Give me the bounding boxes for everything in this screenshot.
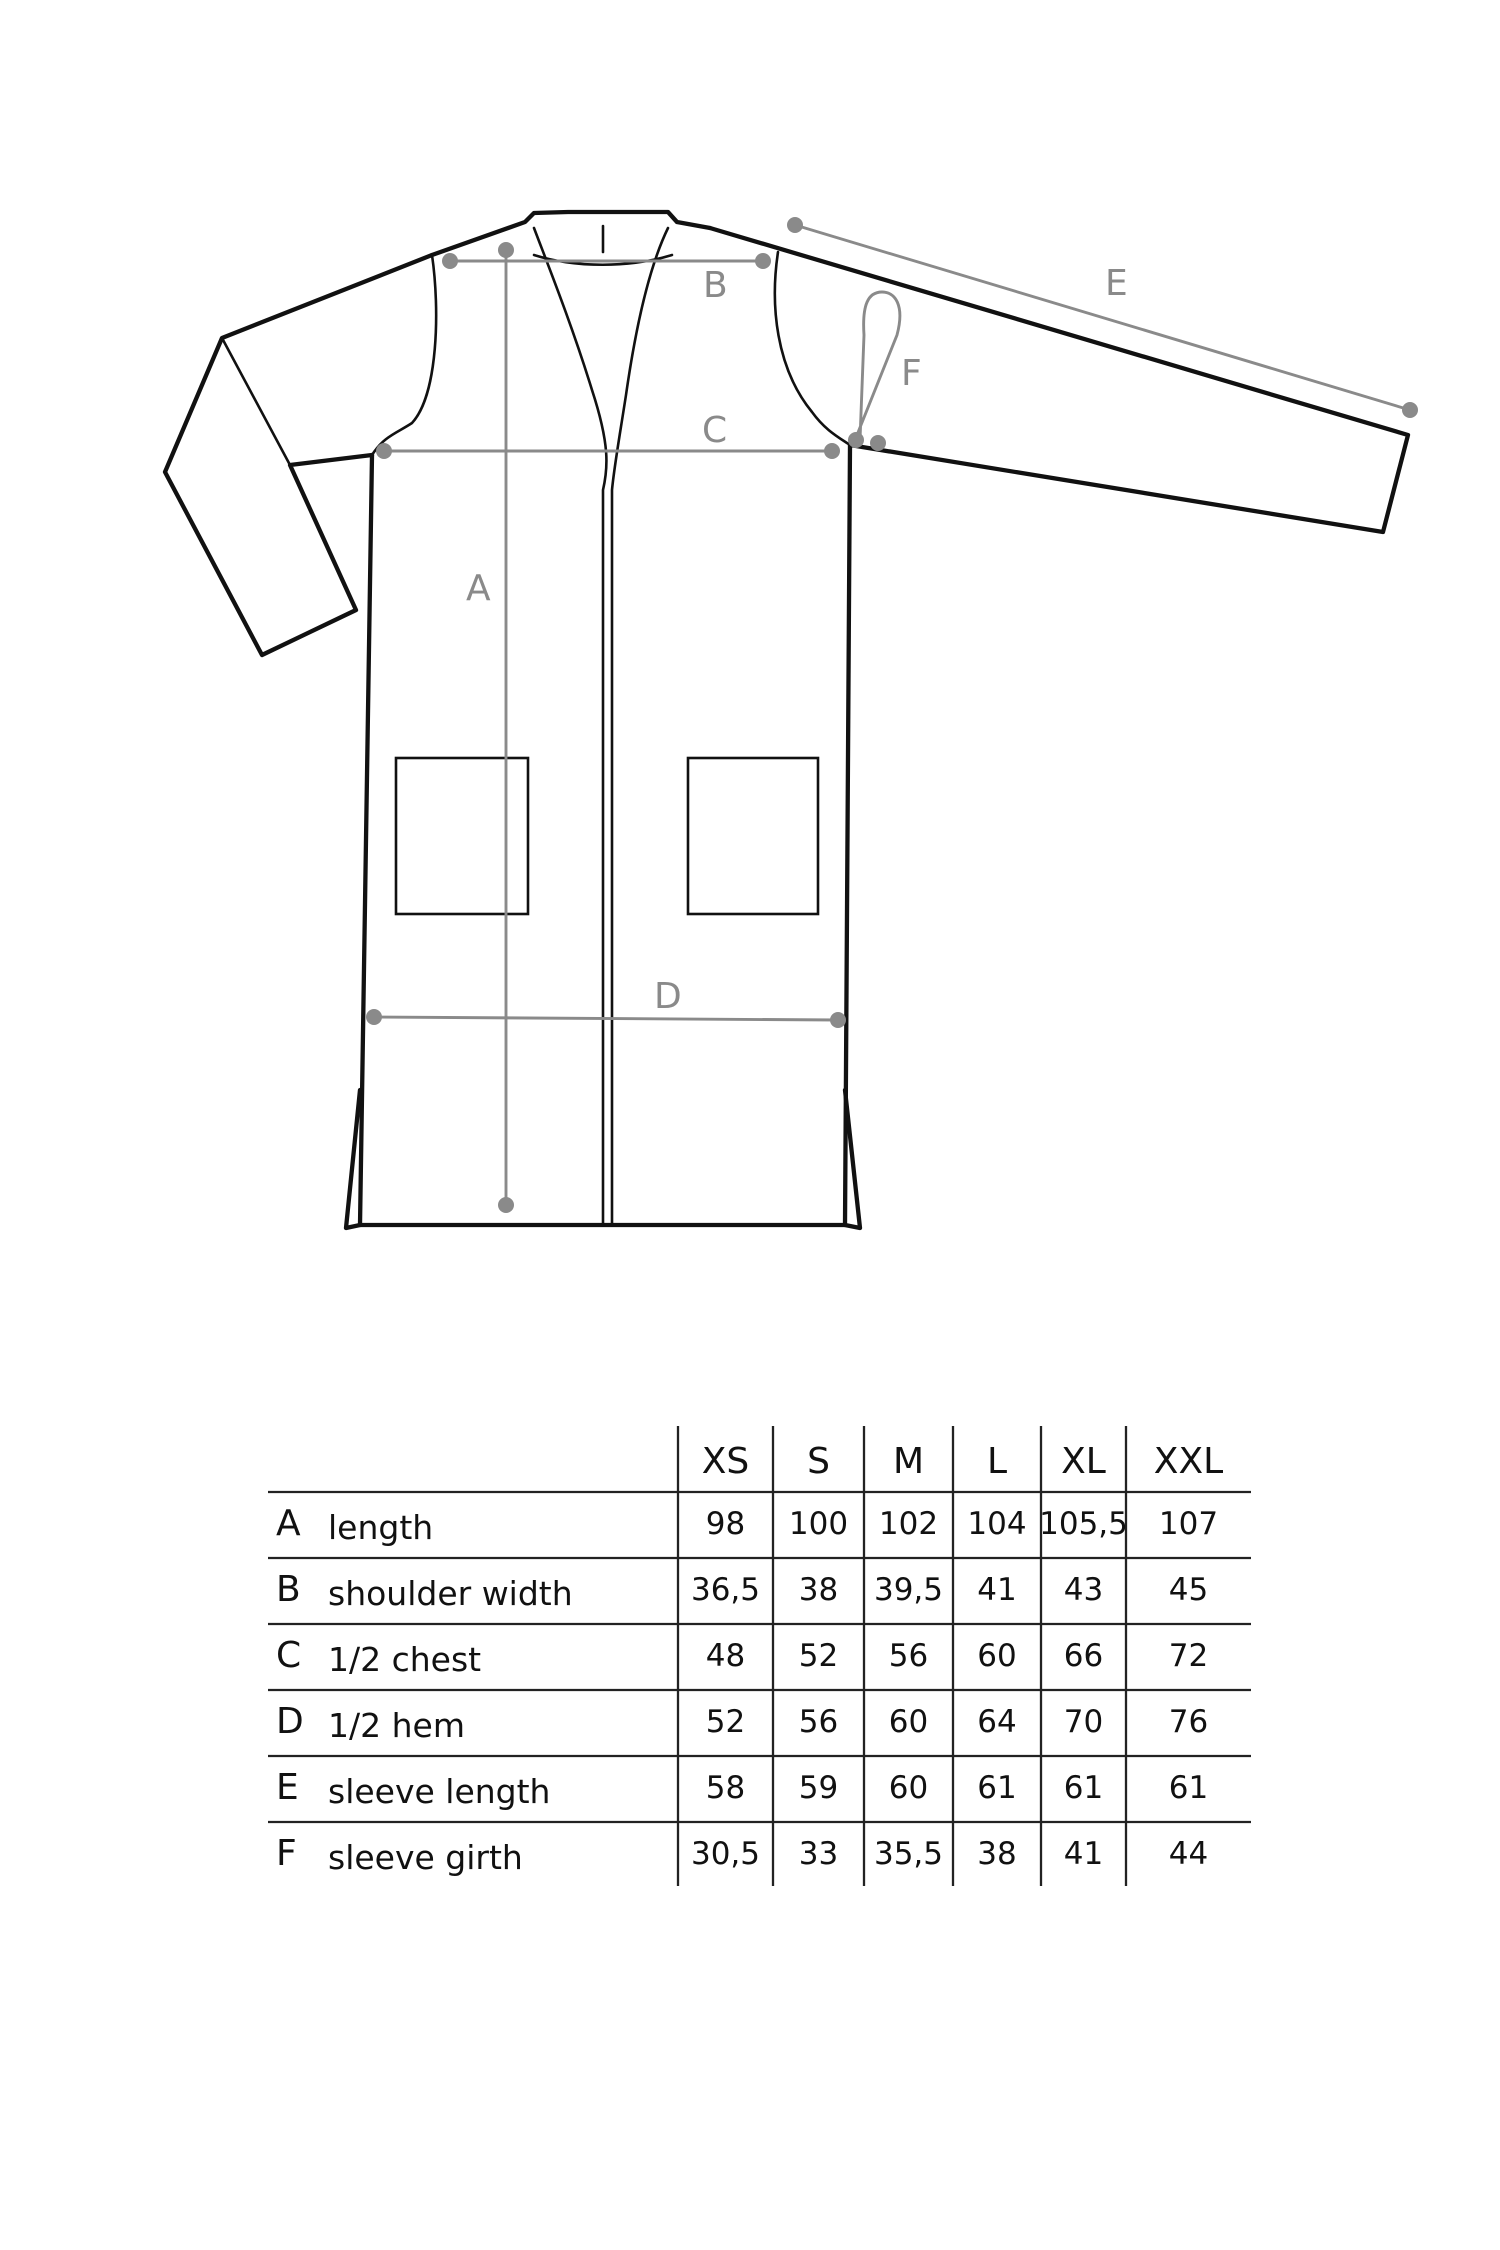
table-cell: 98 (705, 1506, 746, 1542)
table-cell: 100 (788, 1506, 849, 1542)
table-cell: 58 (705, 1770, 746, 1806)
row-key: F (276, 1833, 297, 1874)
table-cell: 104 (967, 1506, 1027, 1542)
measurement-c-label: C (702, 410, 728, 451)
table-row (276, 1833, 1208, 1877)
table-cell: 60 (888, 1770, 929, 1806)
table-cell: 33 (798, 1836, 839, 1872)
row-measurement-name: sleeve length (328, 1772, 551, 1811)
table-cell: 38 (798, 1572, 839, 1608)
table-cell: 41 (1063, 1836, 1104, 1872)
measurement-e-label: E (1105, 263, 1128, 304)
table-cell: 56 (798, 1704, 839, 1740)
table-cell: 35,5 (873, 1836, 944, 1872)
table-cell: 30,5 (690, 1836, 761, 1872)
table-cell: 59 (798, 1770, 839, 1806)
table-cell: 39,5 (873, 1572, 944, 1608)
measurement-a-label: A (466, 568, 491, 609)
measurement-f-label: F (901, 353, 922, 394)
table-cell: 105,5 (1039, 1506, 1128, 1542)
table-cell: 61 (1168, 1770, 1209, 1806)
table-cell: 61 (977, 1770, 1017, 1806)
row-measurement-name: length (328, 1508, 434, 1547)
table-cell: 43 (1063, 1572, 1104, 1608)
right-sleeve (710, 228, 1408, 532)
measurement-d-label: D (654, 976, 682, 1017)
right-pocket (688, 758, 818, 914)
table-cell: 61 (1063, 1770, 1104, 1806)
table-cell: 36,5 (690, 1572, 761, 1608)
measurement-d (366, 976, 846, 1028)
measurement-f (848, 292, 922, 451)
row-key: A (276, 1503, 301, 1544)
table-cell: 107 (1158, 1506, 1219, 1542)
table-cell: 72 (1168, 1638, 1209, 1674)
size-header-s: S (807, 1441, 830, 1482)
measurement-b-label: B (703, 265, 728, 306)
table-cell: 48 (705, 1638, 746, 1674)
size-header-m: M (892, 1441, 925, 1482)
left-pocket (396, 758, 528, 914)
table-row (276, 1635, 1208, 1679)
measurement-b (442, 253, 771, 306)
size-chart-table (268, 1420, 1251, 1886)
measurement-c (376, 410, 840, 459)
row-key: C (276, 1635, 302, 1676)
table-row (276, 1767, 1208, 1811)
size-header-xxl: XXL (1153, 1441, 1224, 1482)
table-cell: 70 (1063, 1704, 1104, 1740)
size-header-xl: XL (1061, 1441, 1106, 1482)
row-key: E (276, 1767, 299, 1808)
row-measurement-name: shoulder width (328, 1574, 573, 1613)
table-cell: 45 (1168, 1572, 1209, 1608)
left-sleeve (165, 255, 432, 655)
row-key: B (276, 1569, 301, 1610)
size-header-l: L (986, 1441, 1008, 1482)
row-key: D (276, 1701, 304, 1742)
table-row (276, 1701, 1208, 1745)
table-cell: 44 (1168, 1836, 1209, 1872)
table-cell: 60 (977, 1638, 1017, 1674)
coat-seams (372, 226, 850, 1225)
table-cell: 76 (1168, 1704, 1209, 1740)
table-cell: 102 (878, 1506, 939, 1542)
size-header-xs: XS (701, 1441, 750, 1482)
row-measurement-name: 1/2 chest (328, 1640, 482, 1679)
measurement-e (787, 217, 1418, 418)
table-cell: 56 (888, 1638, 929, 1674)
table-cell: 64 (977, 1704, 1017, 1740)
table-cell: 66 (1063, 1638, 1104, 1674)
table-cell: 41 (977, 1572, 1017, 1608)
table-row (276, 1503, 1218, 1547)
table-row (276, 1569, 1208, 1613)
table-cell: 52 (798, 1638, 839, 1674)
measurement-a (466, 242, 514, 1213)
table-cell: 60 (888, 1704, 929, 1740)
row-measurement-name: 1/2 hem (328, 1706, 465, 1745)
table-cell: 38 (977, 1836, 1017, 1872)
table-cell: 52 (705, 1704, 746, 1740)
row-measurement-name: sleeve girth (328, 1838, 523, 1877)
table-cells (276, 1441, 1223, 1877)
